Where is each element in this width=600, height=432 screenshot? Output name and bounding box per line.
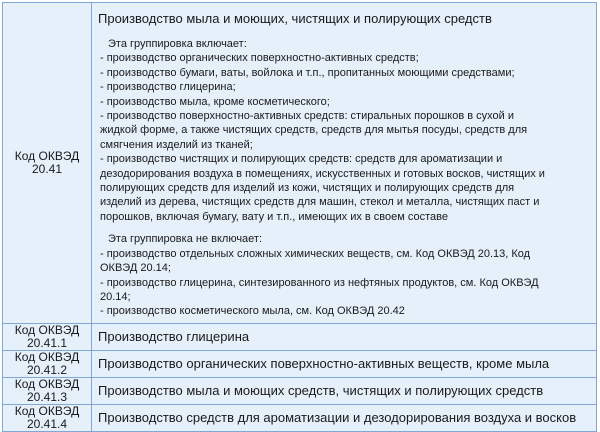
includes-line: порошков, включая бумагу, вату и т.п., имеющих их в своем составе (100, 210, 448, 223)
includes-line: дезодорирования воздуха в помещениях, искусственных и готовых восков, чистящих и (100, 167, 545, 180)
excludes-block (98, 224, 592, 318)
code-prefix: Код ОКВЭД (14, 322, 80, 337)
includes-line: - производство глицерина; (100, 81, 236, 94)
section-title: Производство мыла и моющих, чистящих и полирующих средств (98, 11, 492, 26)
includes-line: полирующих средств для изделий из кожи, чистящих и полирующих средств для (100, 182, 515, 195)
okved-code-cell (3, 3, 92, 324)
okved-code-cell (3, 377, 92, 404)
code-prefix: Код ОКВЭД (14, 349, 80, 364)
excludes-line: - производство глицерина, синтезированного из нефтяных продуктов, см. Код ОКВЭД (100, 276, 539, 289)
okved-code-cell (3, 323, 92, 350)
excludes-line: 20.14; (100, 290, 131, 303)
code-number: 20.41.3 (26, 389, 68, 404)
okved-row-20-41-4 (3, 404, 597, 431)
includes-line: смягчения изделий из тканей; (100, 138, 253, 151)
okved-table (2, 2, 597, 432)
okved-description-cell (92, 323, 597, 350)
code-number: 20.41 (31, 161, 63, 176)
includes-line: - производство поверхностно-активных средств: стиральных порошков в сухой и (100, 110, 514, 123)
code-number: 20.41.2 (26, 362, 68, 377)
code-prefix: Код ОКВЭД (14, 403, 80, 418)
okved-description-cell (92, 3, 597, 324)
excludes-line: - производство отдельных сложных химических веществ, см. Код ОКВЭД 20.13, Код (100, 247, 531, 260)
code-number: 20.41.4 (26, 416, 68, 431)
excludes-heading: Эта группировка не включает: (108, 233, 263, 246)
okved-description-cell (92, 404, 597, 431)
includes-line: - производство бумаги, ваты, войлока и т.п., пропитанных моющими средствами; (100, 66, 515, 79)
includes-line: - производство мыла, кроме косметического; (100, 95, 330, 108)
okved-row-20-41 (3, 3, 597, 324)
includes-line: - производство органических поверхностно-активных средств; (100, 52, 419, 65)
okved-row-20-41-1 (3, 323, 597, 350)
okved-row-20-41-2 (3, 350, 597, 377)
code-number: 20.41.1 (26, 335, 68, 350)
includes-block (98, 37, 592, 224)
excludes-line: ОКВЭД 20.14; (100, 262, 171, 275)
subcode-title: Производство глицерина (98, 328, 250, 344)
includes-line: жидкой форме, а также чистящих средств, средств для мытья посуды, средств для (100, 124, 528, 137)
okved-code-cell (3, 350, 92, 377)
okved-description-cell (92, 350, 597, 377)
includes-line: изделий из дерева, чистящих средств для машин, стекол и металла, чистящих паст и (100, 196, 540, 209)
code-prefix: Код ОКВЭД (14, 148, 80, 163)
subcode-title: Производство органических поверхностно-активных веществ, кроме мыла (98, 355, 550, 371)
okved-description-cell (92, 377, 597, 404)
excludes-line: - производство косметического мыла, см. Код ОКВЭД 20.42 (100, 305, 405, 318)
okved-row-20-41-3 (3, 377, 597, 404)
okved-code-cell (3, 404, 92, 431)
block-spacer (100, 224, 592, 232)
code-prefix: Код ОКВЭД (14, 376, 80, 391)
subcode-title: Производство средств для ароматизации и дезодорирования воздуха и восков (98, 409, 577, 425)
subcode-title: Производство мыла и моющих средств, чистящих и полирующих средств (98, 382, 544, 398)
includes-line: - производство чистящих и полирующих средств: средств для ароматизации и (100, 153, 503, 166)
includes-heading: Эта группировка включает: (108, 38, 247, 50)
